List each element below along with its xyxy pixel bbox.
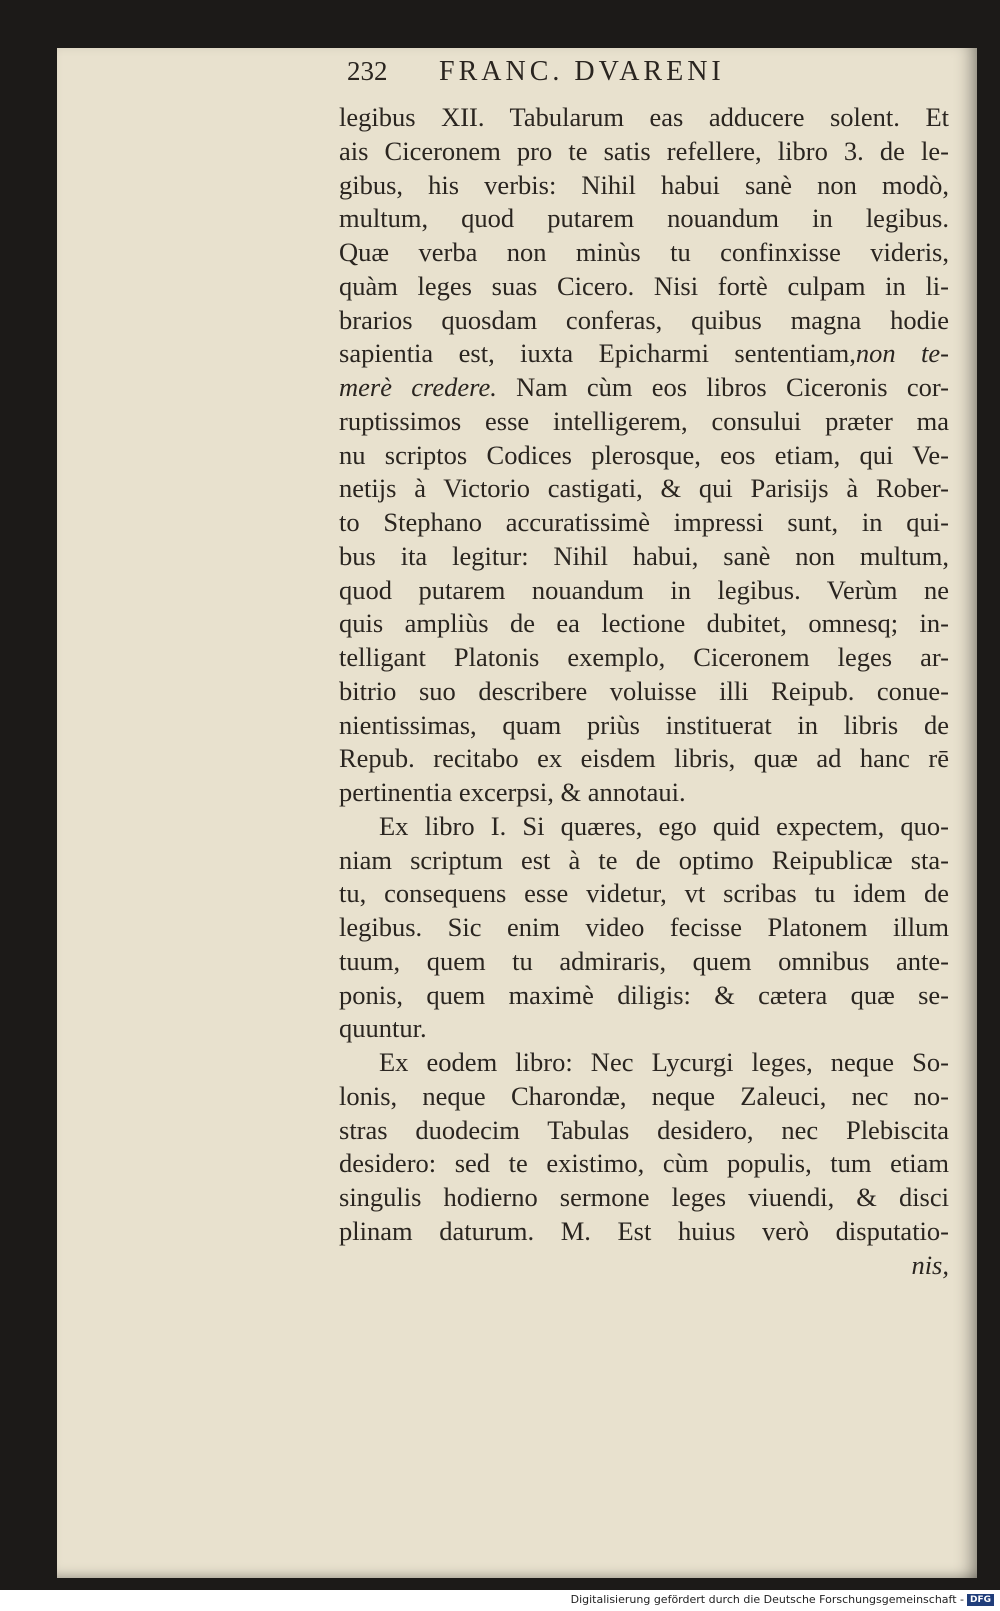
text-line: gibus, his verbis: Nihil habui sanè non modò, xyxy=(339,169,949,200)
text-line: quod putarem nouandum in legibus. Verùm ne xyxy=(339,574,949,605)
text-segment: Nam cùm eos libros Ciceronis cor- xyxy=(496,372,949,402)
text-line: ruptissimos esse intelligerem, consului præter ma xyxy=(339,405,949,436)
text-line: brarios quosdam conferas, quibus magna hodie xyxy=(339,304,949,335)
text-line: Quæ verba non minùs tu confinxisse videris, xyxy=(339,237,949,267)
text-line: to Stephano accuratissimè impressi sunt, in qui- xyxy=(339,507,949,537)
text-line: bitrio suo describere voluisse illi Reipub. conue- xyxy=(339,675,949,706)
text-line: lonis, neque Charondæ, neque Zaleuci, nec no- xyxy=(339,1080,949,1111)
running-head: FRANC. DVARENI xyxy=(439,56,725,87)
page-header xyxy=(347,56,907,96)
credit-text: Digitalisierung gefördert durch die Deutsche Forschungsgemeinschaft - xyxy=(570,1593,964,1606)
text-line: desidero: sed te existimo, cùm populis, tum etiam xyxy=(339,1148,949,1179)
text-line: stras duodecim Tabulas desidero, nec Plebiscita xyxy=(339,1114,949,1145)
page-number: 232 xyxy=(347,56,388,86)
text-line: plinam daturum. M. Est huius verò disputatio- xyxy=(339,1215,949,1246)
text-line xyxy=(339,371,949,405)
text-line: Ex libro I. Si quæres, ego quid expectem, quo- xyxy=(379,810,949,841)
text-line: bus ita legitur: Nihil habui, sanè non multum, xyxy=(339,540,949,571)
text-line: tu, consequens esse videtur, vt scribas tu idem de xyxy=(339,878,949,909)
text-line: legibus XII. Tabularum eas adducere solent. Et xyxy=(339,102,949,132)
text-segment: sapientia est, iuxta Epicharmi sententiam, xyxy=(339,338,856,369)
text-line: multum, quod putarem nouandum in legibus. xyxy=(339,203,949,234)
text-line: nientissimas, quam priùs instituerat in libris de xyxy=(339,709,949,740)
text-line: singulis hodierno sermone leges viuendi, & disci xyxy=(339,1182,949,1212)
text-line: telligant Platonis exemplo, Ciceronem leges ar- xyxy=(339,642,949,672)
text-line: legibus. Sic enim video fecisse Platonem illum xyxy=(339,912,949,942)
text-line xyxy=(339,337,949,371)
italic-phrase: non te- xyxy=(855,338,949,369)
text-line: Repub. recitabo ex eisdem libris, quæ ad hanc rē xyxy=(339,743,949,774)
text-line: quàm leges suas Cicero. Nisi fortè culpam in li- xyxy=(339,270,949,301)
catchword: nis, xyxy=(911,1249,949,1280)
italic-phrase: merè credere. xyxy=(339,372,497,402)
text-line: quis ampliùs de ea lectione dubitet, omnesq; in- xyxy=(339,608,949,639)
text-line: ais Ciceronem pro te satis refellere, libro 3. de le- xyxy=(339,135,949,166)
text-line: Ex eodem libro: Nec Lycurgi leges, neque So- xyxy=(379,1047,949,1077)
body-text xyxy=(339,101,949,1282)
book-page xyxy=(57,48,977,1578)
text-line: tuum, quem tu admiraris, quem omnibus ante- xyxy=(339,945,949,976)
text-line: nu scriptos Codices plerosque, eos etiam, qui Ve- xyxy=(339,439,949,470)
text-line: niam scriptum est à te de optimo Reipublicæ sta- xyxy=(339,844,949,875)
text-line: netijs à Victorio castigati, & qui Parisijs à Rober- xyxy=(339,473,949,504)
text-line: pertinentia excerpsi, & annotaui. xyxy=(339,777,686,807)
dfg-logo: DFG xyxy=(967,1594,994,1606)
text-line: quuntur. xyxy=(339,1013,427,1044)
digitization-credit xyxy=(571,1593,994,1606)
text-line: ponis, quem maximè diligis: & cætera quæ se- xyxy=(339,979,949,1010)
